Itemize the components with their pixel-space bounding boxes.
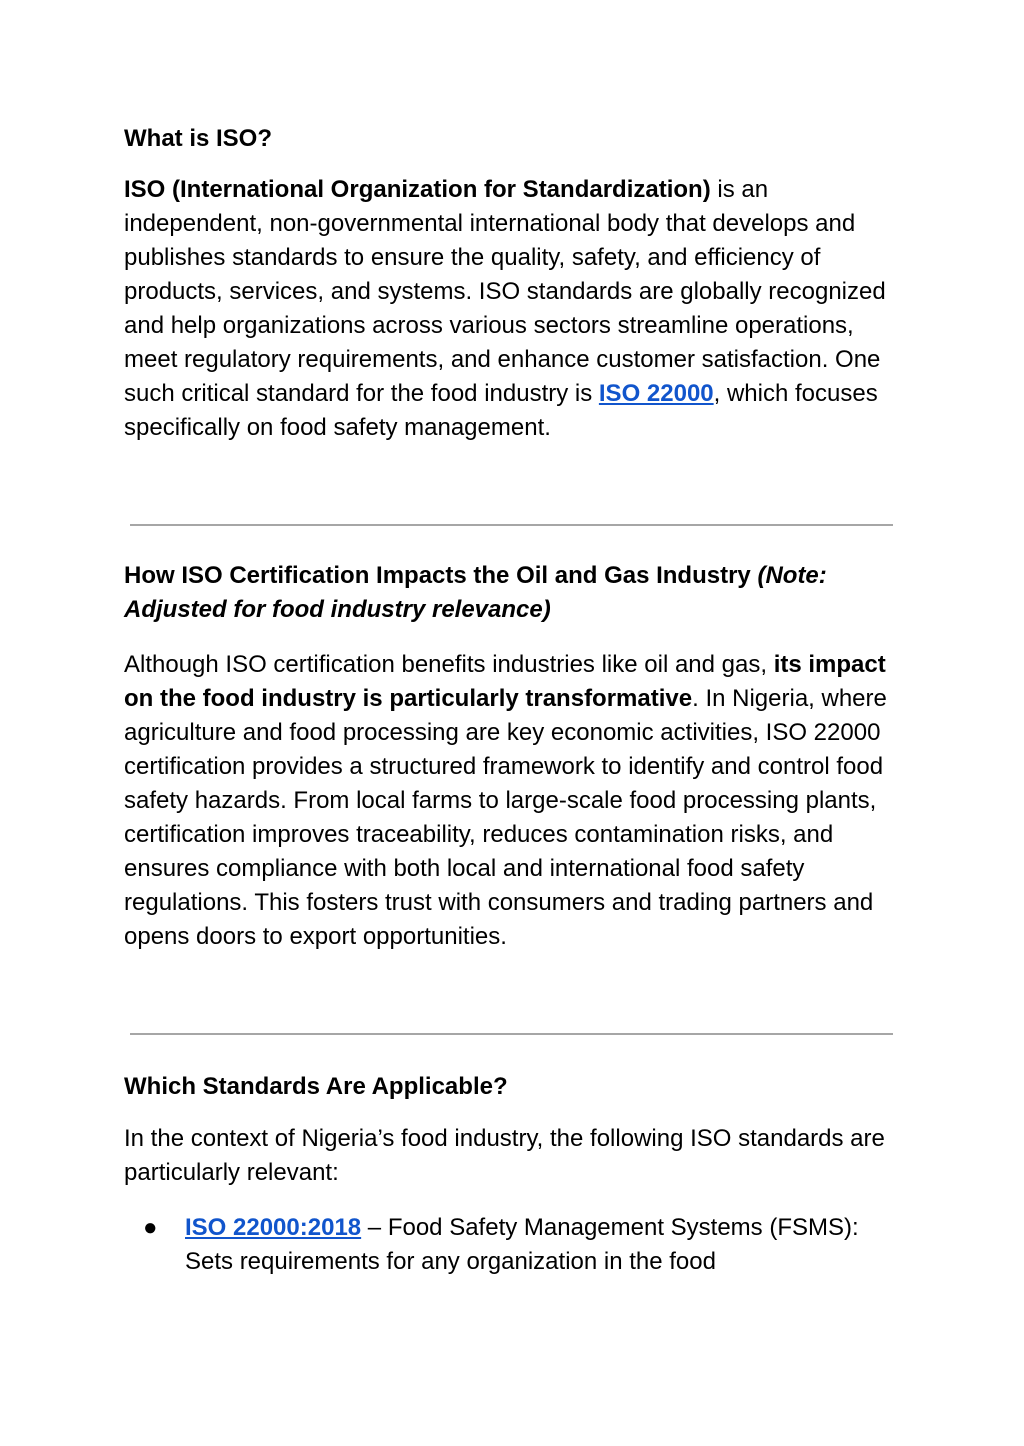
section-divider	[130, 1033, 893, 1035]
paragraph-text: Although ISO certification benefits industries like oil and gas,	[124, 651, 774, 678]
iso-22000-2018-link[interactable]: ISO 22000:2018	[185, 1214, 362, 1241]
section-paragraph-what-is-iso	[124, 173, 894, 445]
bullet-icon: ●	[143, 1214, 158, 1241]
section-paragraph-oil-gas-impact	[124, 648, 894, 954]
paragraph-text: . In Nigeria, where agriculture and food processing are key economic activities, ISO 22000 certification provides a structured framework to identify and control food safety hazards. From local farms to large-scale food processing plants, certification improves traceability, reduces contamination risks, and ensures compliance with both local and international food safety regulations. This fosters trust with consumers and trading partners and opens doors to export opportunities.	[124, 685, 887, 950]
paragraph-text: is an independent, non-governmental international body that develops and publishes standards to ensure the quality, safety, and efficiency of products, services, and systems. ISO standards are globally recognized and help organizations across various sectors streamline operations, meet regulatory requirements, and enhance customer satisfaction. One such critical standard for the food industry is	[124, 176, 886, 407]
heading-text: How ISO Certification Impacts the Oil and Gas Industry	[124, 562, 751, 589]
section-heading-what-is-iso: What is ISO?	[124, 125, 273, 152]
section-heading-oil-gas-impact	[124, 559, 894, 627]
paragraph-text: , which focuses specifically on food safety management.	[124, 380, 878, 441]
list-item-text: – Food Safety Management Systems (FSMS): Sets requirements for any organization in the food	[185, 1214, 859, 1275]
iso-22000-link[interactable]: ISO 22000	[598, 380, 714, 407]
section-paragraph-applicable-standards: In the context of Nigeria’s food industry, the following ISO standards are particularly relevant:	[124, 1125, 885, 1186]
standards-list	[124, 1211, 894, 1279]
impact-bold-text: its impact on the food industry is particularly transformative	[124, 651, 886, 712]
iso-definition-bold: ISO (International Organization for Standardization)	[124, 176, 711, 203]
heading-note: (Note: Adjusted for food industry relevance)	[124, 562, 827, 623]
list-item	[124, 1211, 894, 1279]
section-heading-applicable-standards: Which Standards Are Applicable?	[124, 1073, 508, 1100]
section-divider	[130, 524, 893, 526]
